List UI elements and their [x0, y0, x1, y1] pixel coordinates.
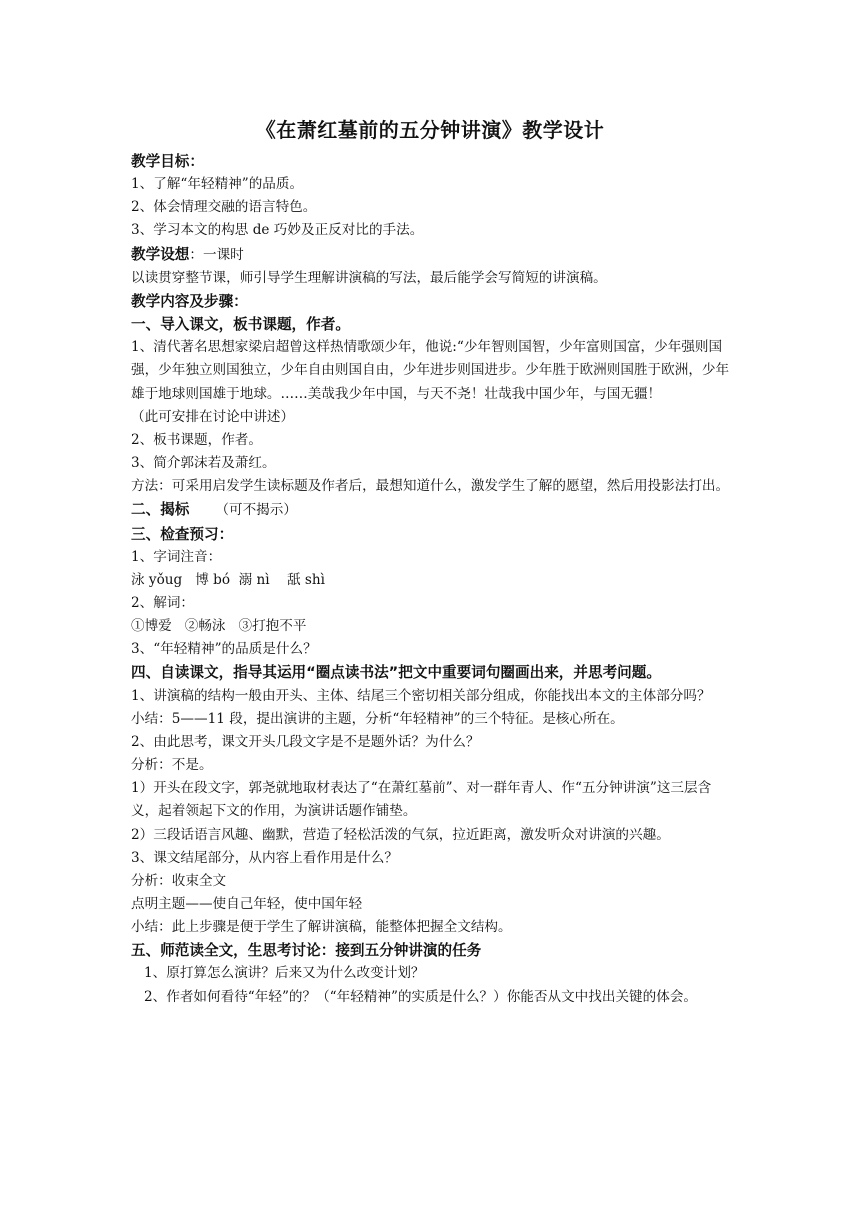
document-title: 《在萧红墓前的五分钟讲演》教学设计	[255, 118, 605, 142]
section-4-theme: 点明主题——使自己年轻，使中国年轻	[131, 896, 363, 912]
section-4-point: 1）开头在段文字，郭尧就地取材表达了“在萧红墓前”、对一群年青人、作“五分钟讲演”这三层含义，起着领起下文的作用，为演讲话题作铺垫。	[131, 780, 712, 820]
section-2-line	[131, 498, 731, 522]
section-1-paragraph: 1、清代著名思想家梁启超曾这样热情歌颂少年，他说:“少年智则国智，少年富则国富，少年强则国强，少年独立则国独立，少年自由则国自由，少年进步则国进步。少年胜于欧洲则国胜于欧洲，少年雄于地球则国雄于地球。……美哉我少年中国，与天不尧！壮哉我中国少年，与国无疆！	[131, 339, 730, 402]
section-5-question: 2、作者如何看待“年轻”的？（“年轻精神”的实质是什么？）你能否从文中找出关键的体会。	[144, 988, 698, 1005]
section-1-item: 2、板书课题，作者。	[131, 431, 262, 448]
section-2-note: （可不揭示）	[215, 502, 297, 519]
setting-heading: 教学设想	[131, 245, 190, 263]
section-1-note: （此可安排在讨论中讲述）	[131, 408, 295, 425]
setting-value: ：一课时	[189, 246, 244, 263]
goal-item: 3、学习本文的构思 de 巧妙及正反对比的手法。	[131, 222, 424, 239]
section-3-item: 3、“年轻精神”的品质是什么？	[131, 641, 317, 658]
section-4-analysis: 分析：收束全文	[131, 872, 227, 889]
section-1-item: 3、简介郭沫若及萧红。	[131, 455, 276, 472]
section-4-question: 1、讲演稿的结构一般由开头、主体、结尾三个密切相关部分组成，你能找出本文的主体部分吗？	[131, 687, 711, 704]
goal-item: 1、了解“年轻精神”的品质。	[131, 176, 304, 193]
section-4-question: 3、课文结尾部分，从内容上看作用是什么？	[131, 849, 398, 866]
section-4-question: 2、由此思考，课文开头几段文字是不是题外话？为什么？	[131, 733, 480, 750]
section-5-heading: 五、师范读全文，生思考讨论：接到五分钟讲演的任务	[131, 942, 482, 960]
section-4-summary: 小结：5——11 段，提出演讲的主题，分析“年轻精神”的三个特征。是核心所在。	[131, 710, 624, 727]
section-4-analysis: 分析：不是。	[131, 757, 213, 774]
goal-item: 2、体会情理交融的语言特色。	[131, 199, 317, 216]
section-1-method: 方法：可采用启发学生读标题及作者后，最想知道什么，激发学生了解的愿望，然后用投影法打出。	[131, 478, 730, 495]
word-list: ①博爱 ②畅泳 ③打抱不平	[131, 618, 307, 635]
document-body	[131, 150, 731, 1009]
section-4-heading: 四、自读课文，指导其运用“圈点读书法”把文中重要词句圈画出来，并思考问题。	[131, 664, 661, 682]
pinyin-list: 泳 yǒug 博 bó 溺 nì 舐 shì	[131, 571, 325, 588]
section-3-item: 1、字词注音：	[131, 548, 222, 565]
setting-description: 以读贯穿整节课，师引导学生理解讲演稿的写法，最后能学会写简短的讲演稿。	[131, 269, 607, 286]
goals-heading: 教学目标：	[131, 153, 204, 170]
section-3-heading: 三、检查预习：	[131, 525, 234, 543]
steps-heading: 教学内容及步骤：	[131, 292, 248, 310]
section-3-item: 2、解词：	[131, 594, 195, 611]
section-5-question: 1、原打算怎么演讲？后来又为什么改变计划？	[144, 965, 425, 982]
section-4-point: 2）三段话语言风趣、幽默，营造了轻松活泼的气氛，拉近距离，激发听众对讲演的兴趣。	[131, 826, 670, 843]
section-4-summary: 小结：此上步骤是便于学生了解讲演稿，能整体把握全文结构。	[131, 919, 512, 936]
section-2-heading: 二、揭标	[131, 501, 190, 519]
setting-line	[131, 243, 731, 267]
section-1-heading: 一、导入课文，板书课题，作者。	[131, 316, 350, 334]
